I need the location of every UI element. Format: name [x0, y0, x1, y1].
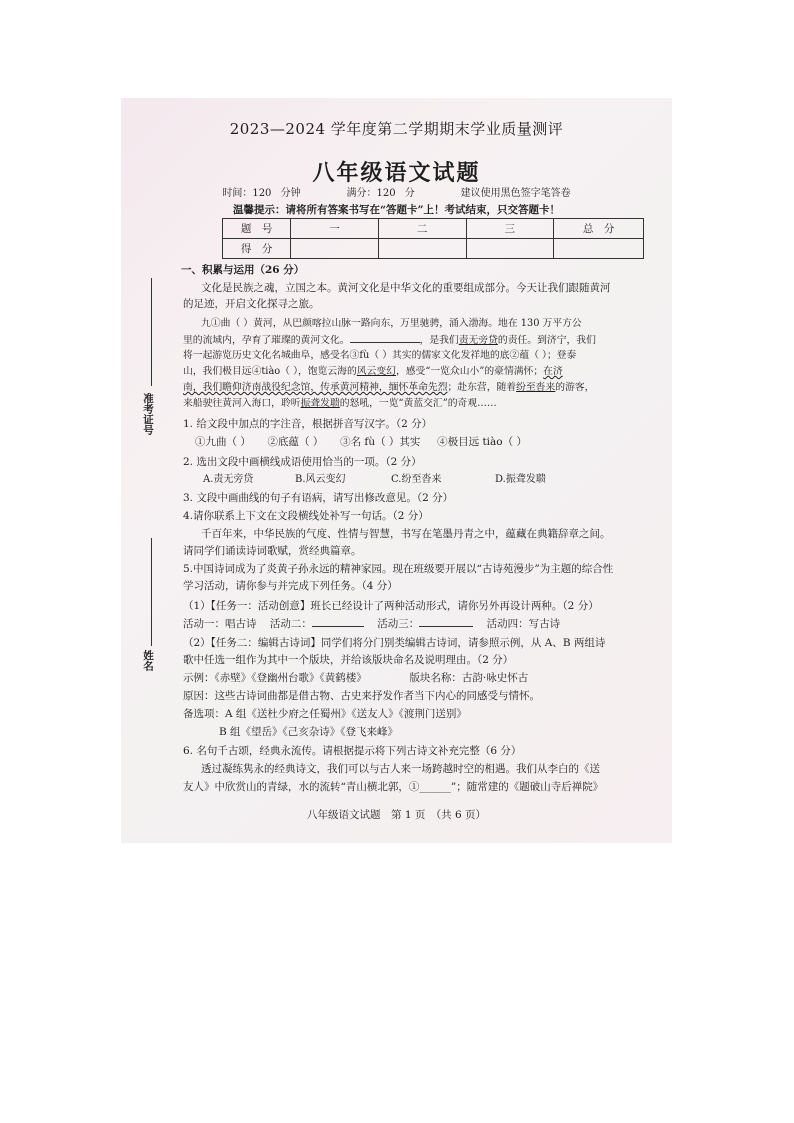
score-table-score-row — [223, 239, 644, 259]
exam-time: 时间：120 分钟 — [222, 188, 301, 199]
task-2-example — [183, 670, 528, 687]
q5-intro-line-1: 千百年来，中华民族的气度、性情与智慧，书写在笔墨丹青之中，蕴藏在典籍辞章之间。 — [201, 528, 611, 540]
q1-item: ②底蕴（ ） — [267, 436, 324, 448]
exam-tip: 温馨提示：请将所有答案书写在“答题卡”上！考试结束，只交答题卡！ — [232, 204, 561, 216]
score-row-label: 得 分 — [223, 239, 291, 259]
activity-3: 活动三： — [377, 618, 420, 630]
q2-option-d: D.振聋发聩 — [495, 474, 546, 485]
exam-title: 八年级语文试题 — [312, 160, 481, 186]
score-header-cell: 一 — [291, 219, 379, 239]
score-header-cell: 二 — [378, 219, 466, 239]
score-table-header-row — [223, 219, 644, 239]
question-5-line-1: 5.中国诗词成为了炎黄子孙永远的精神家园。现在班级要开展以“古诗苑漫步”为主题的综合性 — [183, 563, 614, 575]
page-footer: 八年级语文试题 第 1 页 （共 6 页） — [307, 809, 486, 821]
q2-option-a: A.责无旁贷 — [203, 474, 254, 485]
question-2-options — [203, 472, 546, 489]
idiom-underlined: 责无旁贷 — [458, 335, 498, 346]
q1-item: ③名 fù（ ）其实 — [340, 436, 421, 448]
fill-blank — [350, 332, 420, 343]
score-cell — [378, 239, 466, 259]
q5-intro-line-2: 请同学们诵读诗词歌赋，赏经典篇章。 — [183, 545, 362, 557]
exam-meta — [121, 184, 672, 199]
q2-option-c: C.纷至沓来 — [391, 474, 442, 485]
question-6-line-1: 透过凝练隽永的经典诗文，我们可以与古人来一场跨越时空的相遇。我们从李白的《送 — [201, 763, 600, 775]
question-1: 1. 给文段中加点的字注音，根据拼音写汉字。（2 分） — [183, 418, 433, 430]
q1-item: ④极目远 tiào（ ） — [437, 436, 527, 448]
passage-line-2: 里的流域内，孕育了璀璨的黄河文化。 ，是我们责无旁贷的责任。到济宁，我们 — [183, 332, 596, 349]
example-block-name: 版块名称：古韵·咏史怀古 — [409, 672, 529, 684]
exam-total-score: 满分：120 分 — [346, 188, 415, 199]
wavy-sentence: 南，我们瞻仰济南战役纪念馆，传承黄河精神，缅怀革命先烈 — [183, 382, 448, 393]
group-a: 备选项：A 组《送杜少府之任蜀州》《送友人》《渡荆门送别》 — [183, 708, 467, 720]
q2-option-b: B.风云变幻 — [295, 474, 346, 485]
intro-line-1: 文化是民族之魂，立国之本。黄河文化是中华文化的重要组成部分。今天让我们跟随黄河 — [201, 282, 611, 294]
name-label: 姓名 — [142, 650, 154, 671]
exam-paper-photo — [121, 98, 672, 843]
activity-4: 活动四：写古诗 — [486, 618, 561, 630]
exam-id-label: 准考证号 — [142, 393, 154, 435]
question-3: 3. 文段中画曲线的句子有语病，请写出修改意见。（2 分） — [183, 492, 454, 504]
question-2: 2. 选出文段中画横线成语使用恰当的一项。（2 分） — [183, 456, 422, 468]
score-table — [222, 218, 644, 259]
idiom-underlined: 风云变幻 — [356, 366, 396, 377]
idiom-underlined: 振聋发聩 — [300, 398, 340, 409]
score-cell — [554, 239, 644, 259]
exam-year-header: 2023—2024 学年度第二学期期末学业质量测评 — [229, 120, 564, 138]
score-cell — [291, 239, 379, 259]
exam-id-line — [151, 278, 152, 386]
passage-line-3: 将一起游览历史文化名城曲阜，感受名③fù（ ）其实的儒家文化发祥地的底②蕴（ ）；登泰 — [183, 350, 577, 361]
question-5-line-2: 学习活动，请你参与并完成下列任务。（4 分） — [183, 580, 398, 592]
intro-line-2: 的足迹，开启文化探寻之旅。 — [183, 298, 320, 310]
name-line — [151, 538, 152, 646]
task-2-line-2: 歌中任选一组作为其中一个版块，并给该版块命名及说明理由。（2 分） — [183, 654, 514, 666]
score-header-cell: 题 号 — [223, 219, 291, 239]
passage-line-1: 九①曲（ ）黄河，从巴颜喀拉山脉一路向东，万里驰骋，涌入渤海。地在 130 万平方公 — [201, 318, 582, 329]
q1-item: ①九曲（ ） — [195, 436, 251, 448]
activity-1: 活动一：唱古诗 — [183, 618, 257, 630]
score-cell — [466, 239, 554, 259]
task-1: （1）【任务一：活动创意】班长已经设计了两种活动形式，请你另外再设计两种。（2 分） — [183, 600, 599, 612]
passage-line-5: 南，我们瞻仰济南战役纪念馆，传承黄河精神，缅怀革命先烈；赴东营，随着纷至沓来的游客， — [183, 382, 595, 393]
idiom-underlined: 纷至沓来 — [516, 382, 556, 393]
exam-pen-note: 建议使用黑色签字笔答卷 — [460, 188, 571, 199]
wavy-sentence: 在济 — [543, 366, 563, 377]
task-2-line-1: （2）【任务二：编辑古诗词】同学们将分门别类编辑古诗词，请参照示例，从 A、B 两组诗 — [183, 637, 606, 649]
task-2-reason: 原因：这些古诗词曲都是借古物、古史来抒发作者当下内心的同感受与情怀。 — [183, 690, 540, 702]
passage-line-4: 山，我们极目远④tiào（ ），饱览云海的风云变幻，感受“一览众山小”的豪情满怀；在济 — [183, 366, 563, 377]
task-1-activities — [183, 616, 560, 633]
question-4: 4.请你联系上下文在文段横线处补写一句话。（2 分） — [183, 510, 429, 522]
activity-2-blank — [312, 616, 364, 627]
group-b: B 组《望岳》《己亥杂诗》《登飞来峰》 — [219, 726, 399, 738]
section-heading: 一、积累与运用（26 分） — [181, 264, 305, 276]
activity-2: 活动二： — [269, 618, 312, 630]
passage-line-6: 来船驶往黄河入海口，聆听振聋发聩的怒吼，一览“黄蓝交汇”的奇观…… — [183, 398, 497, 409]
question-6-line-2: 友人》中欣赏山的青绿，水的流转“青山横北郭，①______”；随常建的《题破山寺后禅院》 — [183, 781, 604, 793]
score-header-cell: 三 — [466, 219, 554, 239]
question-1-items — [195, 434, 527, 451]
example-poems: 示例：《赤壁》《登幽州台歌》《黄鹤楼》 — [183, 672, 367, 684]
question-6: 6. 名句千古颂，经典永流传。请根据提示将下列古诗文补充完整（6 分） — [183, 745, 522, 757]
score-header-cell: 总 分 — [554, 219, 644, 239]
activity-3-blank — [419, 616, 473, 627]
